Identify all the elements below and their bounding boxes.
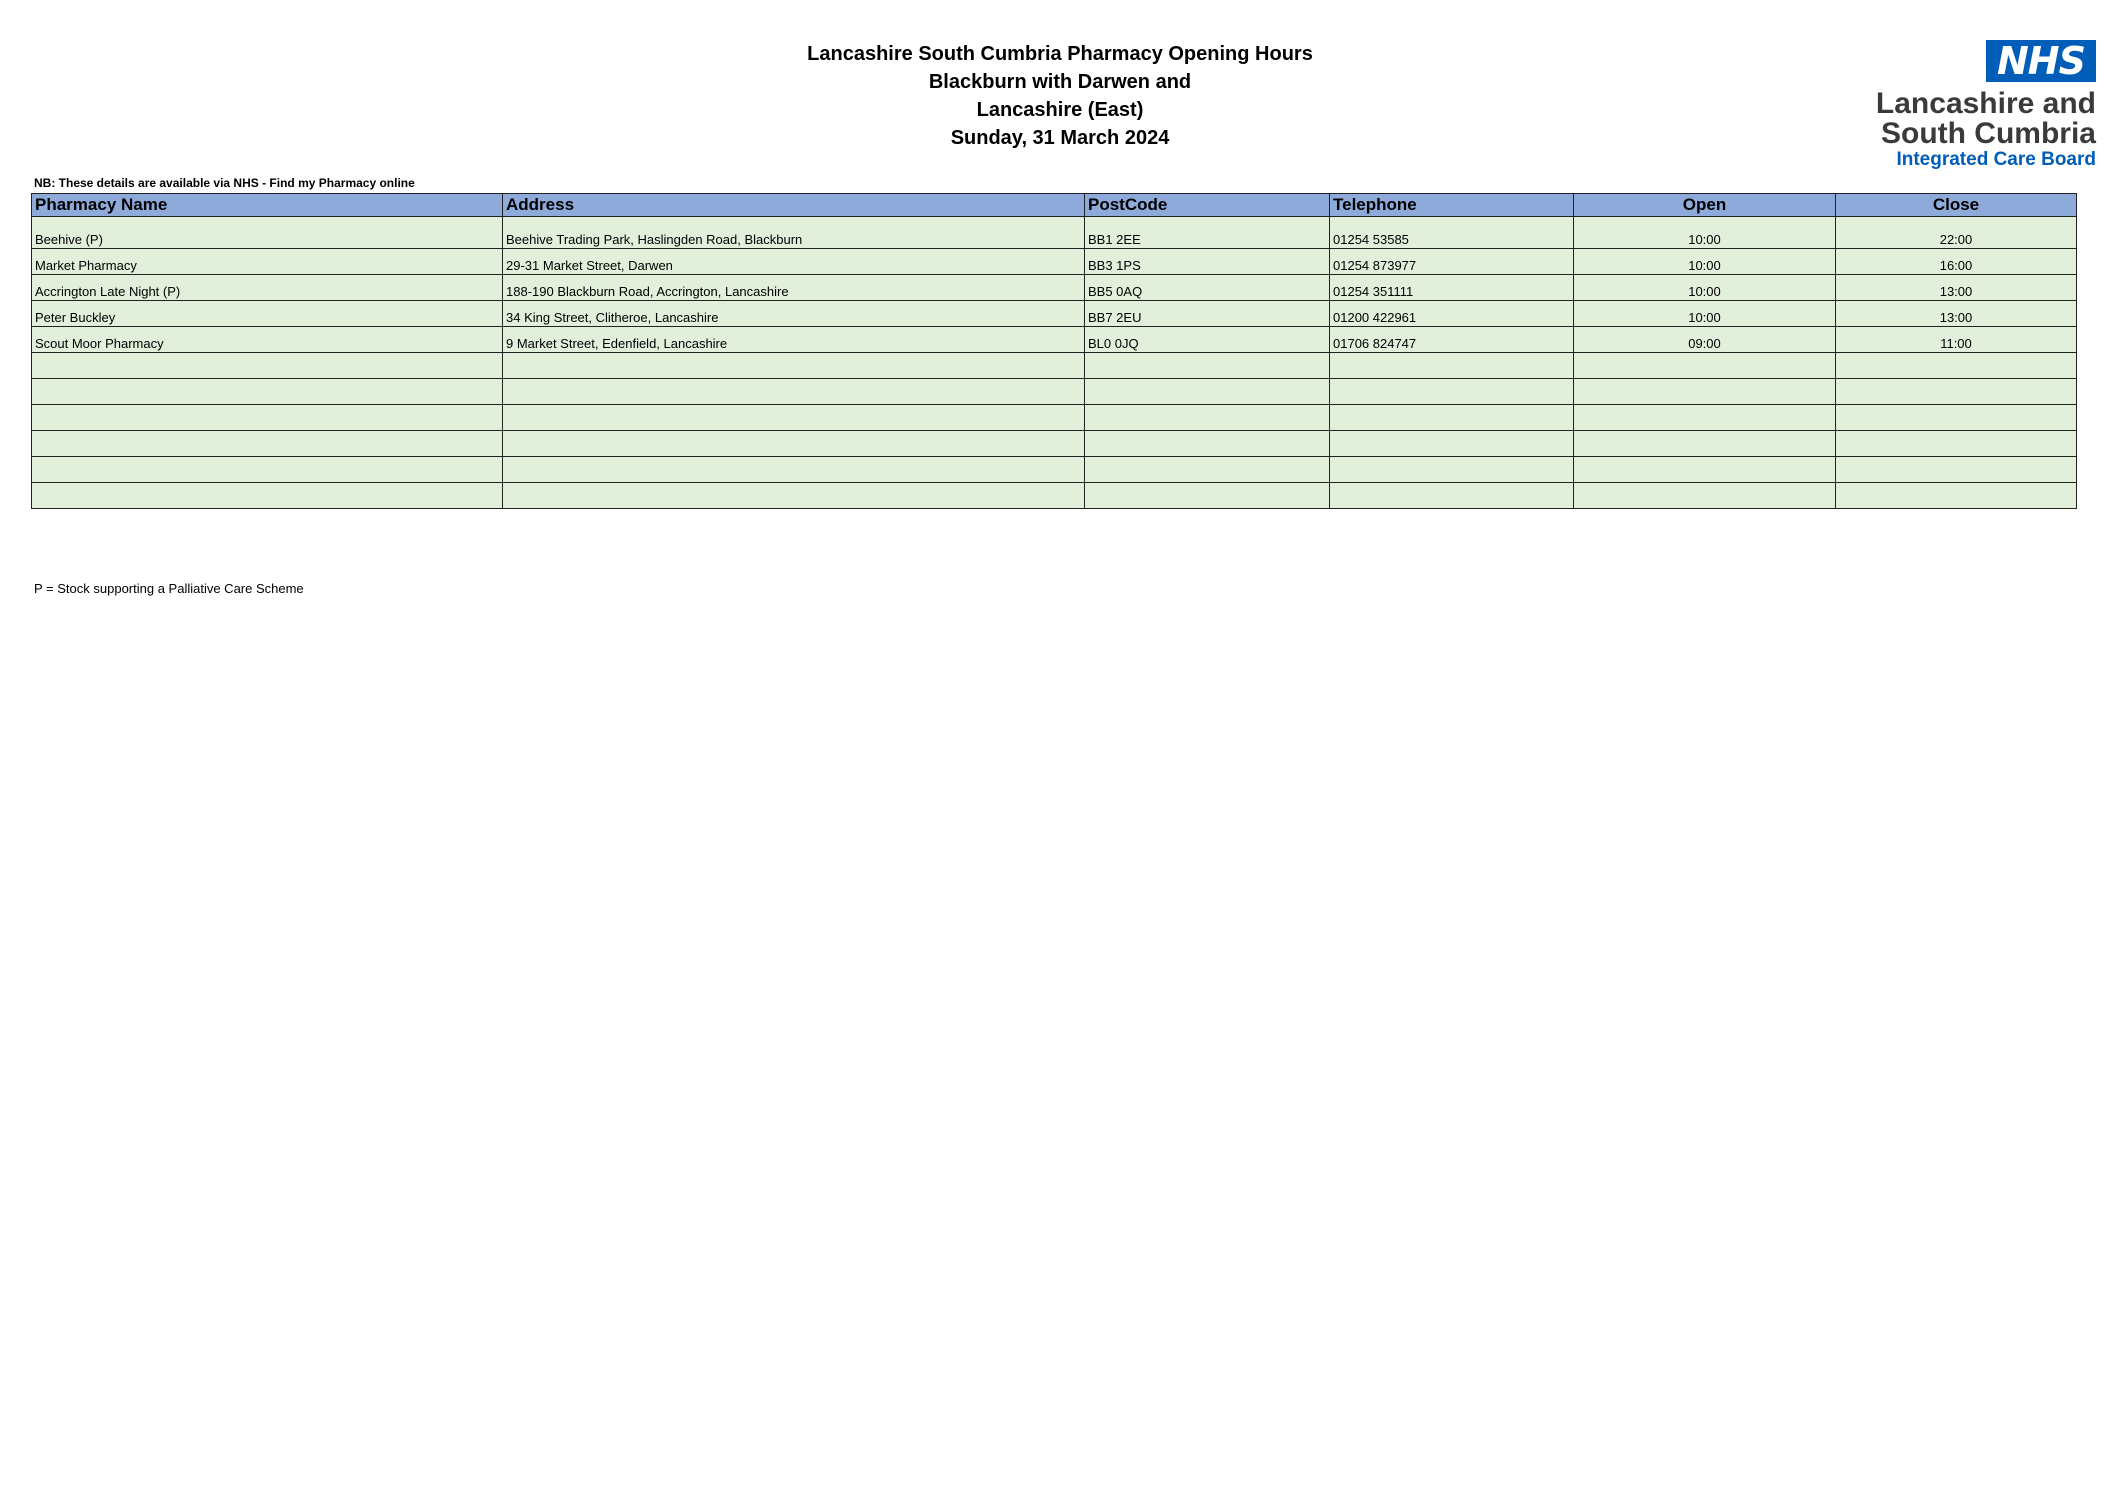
cell-address	[503, 457, 1085, 483]
cell-close-time	[1836, 353, 2077, 379]
column-header-postcode: PostCode	[1085, 194, 1330, 217]
cell-telephone: 01254 351111	[1330, 275, 1574, 301]
column-header-address: Address	[503, 194, 1085, 217]
cell-close-time	[1836, 483, 2077, 509]
cell-pharmacy-name	[32, 379, 503, 405]
title-line-2: Blackburn with Darwen and	[928, 71, 1192, 93]
table-row	[32, 431, 2077, 457]
cell-address	[503, 353, 1085, 379]
cell-postcode	[1085, 353, 1330, 379]
table-row	[32, 275, 2077, 301]
cell-postcode: BB5 0AQ	[1085, 275, 1330, 301]
cell-address: 29-31 Market Street, Darwen	[503, 249, 1085, 275]
table-row	[32, 483, 2077, 509]
cell-address	[503, 405, 1085, 431]
cell-telephone	[1330, 431, 1574, 457]
cell-telephone: 01200 422961	[1330, 301, 1574, 327]
cell-close-time	[1836, 457, 2077, 483]
cell-postcode: BB7 2EU	[1085, 301, 1330, 327]
column-header-pharmacy-name: Pharmacy Name	[32, 194, 503, 217]
table-row	[32, 249, 2077, 275]
cell-close-time: 16:00	[1836, 249, 2077, 275]
palliative-care-footnote: P = Stock supporting a Palliative Care Scheme	[34, 581, 304, 596]
cell-postcode	[1085, 483, 1330, 509]
availability-note: NB: These details are available via NHS - Find my Pharmacy online	[34, 176, 415, 190]
cell-open-time: 09:00	[1574, 327, 1836, 353]
logo-org-line-1: Lancashire and	[1875, 87, 2096, 120]
title-line-4: Sunday, 31 March 2024	[950, 127, 1170, 149]
table-row	[32, 405, 2077, 431]
title-line-1: Lancashire South Cumbria Pharmacy Opening Hours	[807, 43, 1313, 65]
cell-telephone	[1330, 457, 1574, 483]
cell-close-time	[1836, 405, 2077, 431]
cell-close-time: 22:00	[1836, 217, 2077, 249]
table-row	[32, 379, 2077, 405]
table-header-row	[32, 194, 2077, 217]
table-row	[32, 353, 2077, 379]
cell-pharmacy-name	[32, 405, 503, 431]
cell-address: 34 King Street, Clitheroe, Lancashire	[503, 301, 1085, 327]
cell-postcode: BL0 0JQ	[1085, 327, 1330, 353]
cell-close-time: 13:00	[1836, 301, 2077, 327]
cell-address	[503, 379, 1085, 405]
column-header-open: Open	[1574, 194, 1836, 217]
cell-close-time: 11:00	[1836, 327, 2077, 353]
cell-open-time: 10:00	[1574, 301, 1836, 327]
cell-close-time: 13:00	[1836, 275, 2077, 301]
cell-open-time	[1574, 483, 1836, 509]
cell-postcode	[1085, 457, 1330, 483]
cell-telephone: 01254 53585	[1330, 217, 1574, 249]
table-row	[32, 327, 2077, 353]
column-header-close: Close	[1836, 194, 2077, 217]
column-header-telephone: Telephone	[1330, 194, 1574, 217]
cell-address: 188-190 Blackburn Road, Accrington, Lancashire	[503, 275, 1085, 301]
cell-pharmacy-name	[32, 457, 503, 483]
cell-address: Beehive Trading Park, Haslingden Road, Blackburn	[503, 217, 1085, 249]
cell-pharmacy-name: Accrington Late Night (P)	[32, 275, 503, 301]
cell-close-time	[1836, 431, 2077, 457]
cell-open-time	[1574, 379, 1836, 405]
cell-pharmacy-name: Beehive (P)	[32, 217, 503, 249]
cell-address	[503, 483, 1085, 509]
logo-org-line-2: South Cumbria	[1881, 117, 2096, 150]
nhs-logo	[1860, 40, 2096, 170]
cell-pharmacy-name	[32, 483, 503, 509]
cell-postcode	[1085, 379, 1330, 405]
cell-postcode	[1085, 431, 1330, 457]
cell-postcode	[1085, 405, 1330, 431]
title-line-3: Lancashire (East)	[976, 99, 1144, 121]
table-row	[32, 457, 2077, 483]
cell-open-time: 10:00	[1574, 249, 1836, 275]
cell-open-time: 10:00	[1574, 275, 1836, 301]
cell-open-time	[1574, 431, 1836, 457]
table-row	[32, 217, 2077, 249]
cell-pharmacy-name: Scout Moor Pharmacy	[32, 327, 503, 353]
cell-open-time: 10:00	[1574, 217, 1836, 249]
cell-telephone	[1330, 353, 1574, 379]
cell-postcode: BB1 2EE	[1085, 217, 1330, 249]
nhs-logo-mark: NHS	[1986, 40, 2096, 82]
cell-telephone	[1330, 483, 1574, 509]
table-row	[32, 301, 2077, 327]
cell-telephone: 01254 873977	[1330, 249, 1574, 275]
cell-pharmacy-name	[32, 353, 503, 379]
cell-pharmacy-name	[32, 431, 503, 457]
logo-org-line-3: Integrated Care Board	[1896, 149, 2096, 170]
cell-close-time	[1836, 379, 2077, 405]
pharmacy-table	[31, 193, 2077, 509]
cell-open-time	[1574, 353, 1836, 379]
document-title	[700, 40, 1420, 152]
cell-postcode: BB3 1PS	[1085, 249, 1330, 275]
cell-telephone: 01706 824747	[1330, 327, 1574, 353]
cell-pharmacy-name: Peter Buckley	[32, 301, 503, 327]
cell-telephone	[1330, 405, 1574, 431]
cell-pharmacy-name: Market Pharmacy	[32, 249, 503, 275]
cell-address	[503, 431, 1085, 457]
cell-open-time	[1574, 457, 1836, 483]
cell-telephone	[1330, 379, 1574, 405]
cell-open-time	[1574, 405, 1836, 431]
cell-address: 9 Market Street, Edenfield, Lancashire	[503, 327, 1085, 353]
